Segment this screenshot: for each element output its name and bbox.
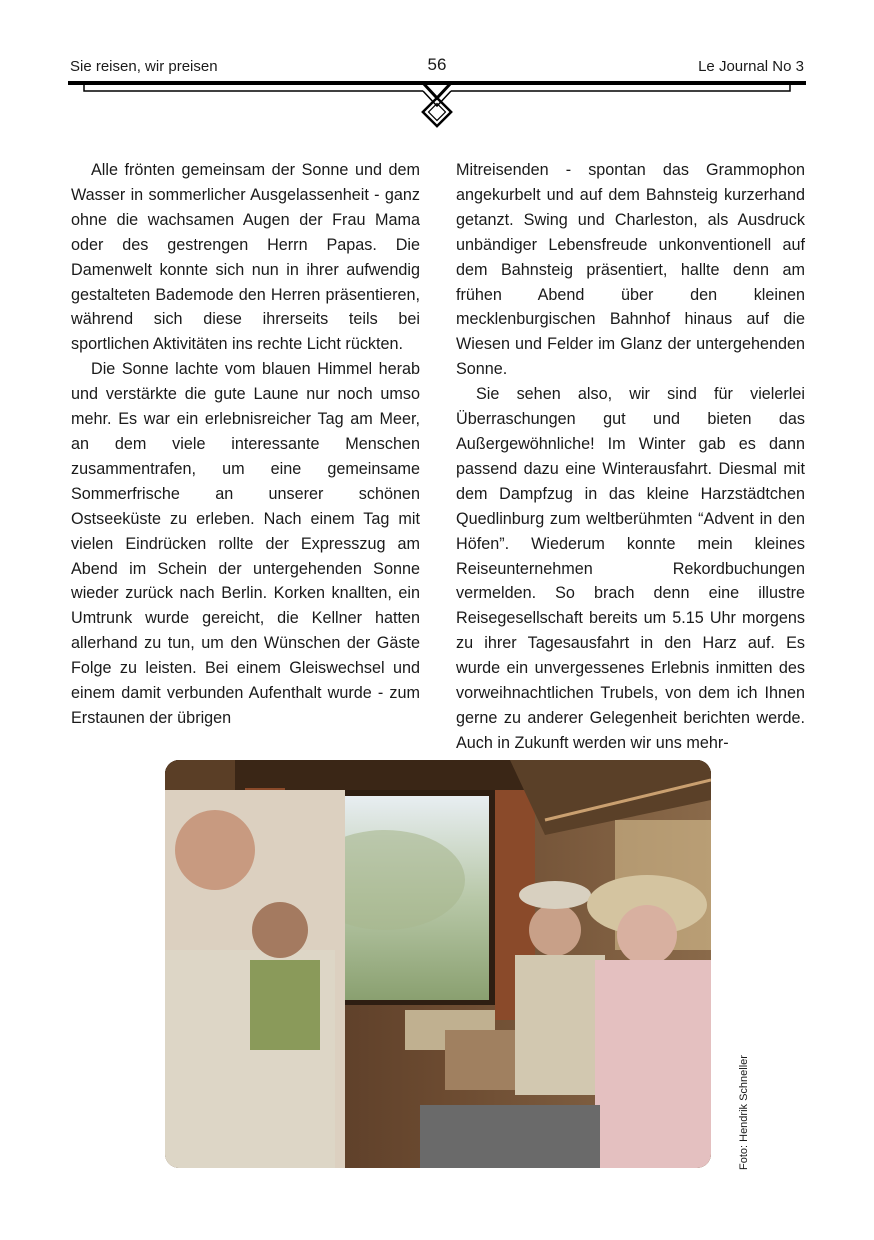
paragraph: Mitreisenden - spontan das Grammophon angekurbelt und auf dem Bahnsteig kurzerhand getanzt. Swing und Charleston, als Ausdruck unbändiger Lebensfreude unkonventionell auf dem Bahnsteig präsentiert, hallte denn am frühen Abend über den kleinen mecklenburgischen Bahnhof hinaus auf die Wiesen und Felder im Glanz der untergehenden Sonne. <box>456 161 805 379</box>
running-header-title: Sie reisen, wir preisen <box>70 58 218 75</box>
header-ornament <box>68 80 806 134</box>
train-compartment-photo <box>165 760 711 1168</box>
photo-credit: Foto: Hendrik Schneller <box>738 1055 750 1170</box>
paragraph: Die Sonne lachte vom blauen Himmel herab und verstärkte die gute Laune nur noch umso mehr. Es war ein erlebnisreicher Tag am Meer, an dem viele interessante Menschen zusammentrafen, um eine gemeinsame Sommerfrische an unserer schönen Ostseeküste zu erleben. Nach einem Tag mit vielen Eindrücken rollte der Expresszug am Abend im Schein der untergehenden Sonne wieder zurück nach Berlin. Korken knallten, ein Umtrunk wurde gereicht, die Kellner hatten allerhand zu tun, um den Wünschen der Gäste Folge zu leisten. Bei einem Gleiswechsel und einem damit verbunden Aufenthalt wurde - zum Erstaunen der übrigen <box>71 360 420 727</box>
paragraph: Alle frönten gemeinsam der Sonne und dem Wasser in sommerlicher Ausgelassenheit - ganz ohne die wachsamen Augen der Frau Mama oder des gestrengen Herrn Papas. Die Damenwelt konnte sich nun in ihrer aufwendig gestalteten Bademode den Herren präsentieren, während sich diese ihrerseits teils bei sportlichen Aktivitäten ins rechte Licht rückten. <box>71 161 420 354</box>
article-column-left <box>71 158 420 731</box>
running-header-journal: Le Journal No 3 <box>698 58 804 75</box>
article-column-right <box>456 158 805 756</box>
paragraph: Sie sehen also, wir sind für vielerlei Überraschungen gut und bieten das Außergewöhnliche! Im Winter gab es dann passend dazu eine Winterausfahrt. Diesmal mit dem Dampfzug in das kleine Harzstädtchen Quedlinburg zum weltberühmten “Advent in den Höfen”. Wiederum konnte mein kleines Reiseunternehmen Rekordbuchungen vermelden. So brach denn eine illustre Reisegesellschaft bereits um 5.15 Uhr morgens zu ihrer Tagesausfahrt in den Harz auf. Es wurde ein unvergessenes Erlebnis inmitten des vorweihnachtlichen Trubels, von dem ich Ihnen gerne zu anderer Gelegenheit berichten werde. Auch in Zukunft werden wir uns mehr- <box>456 385 805 752</box>
page-number: 56 <box>427 55 447 74</box>
